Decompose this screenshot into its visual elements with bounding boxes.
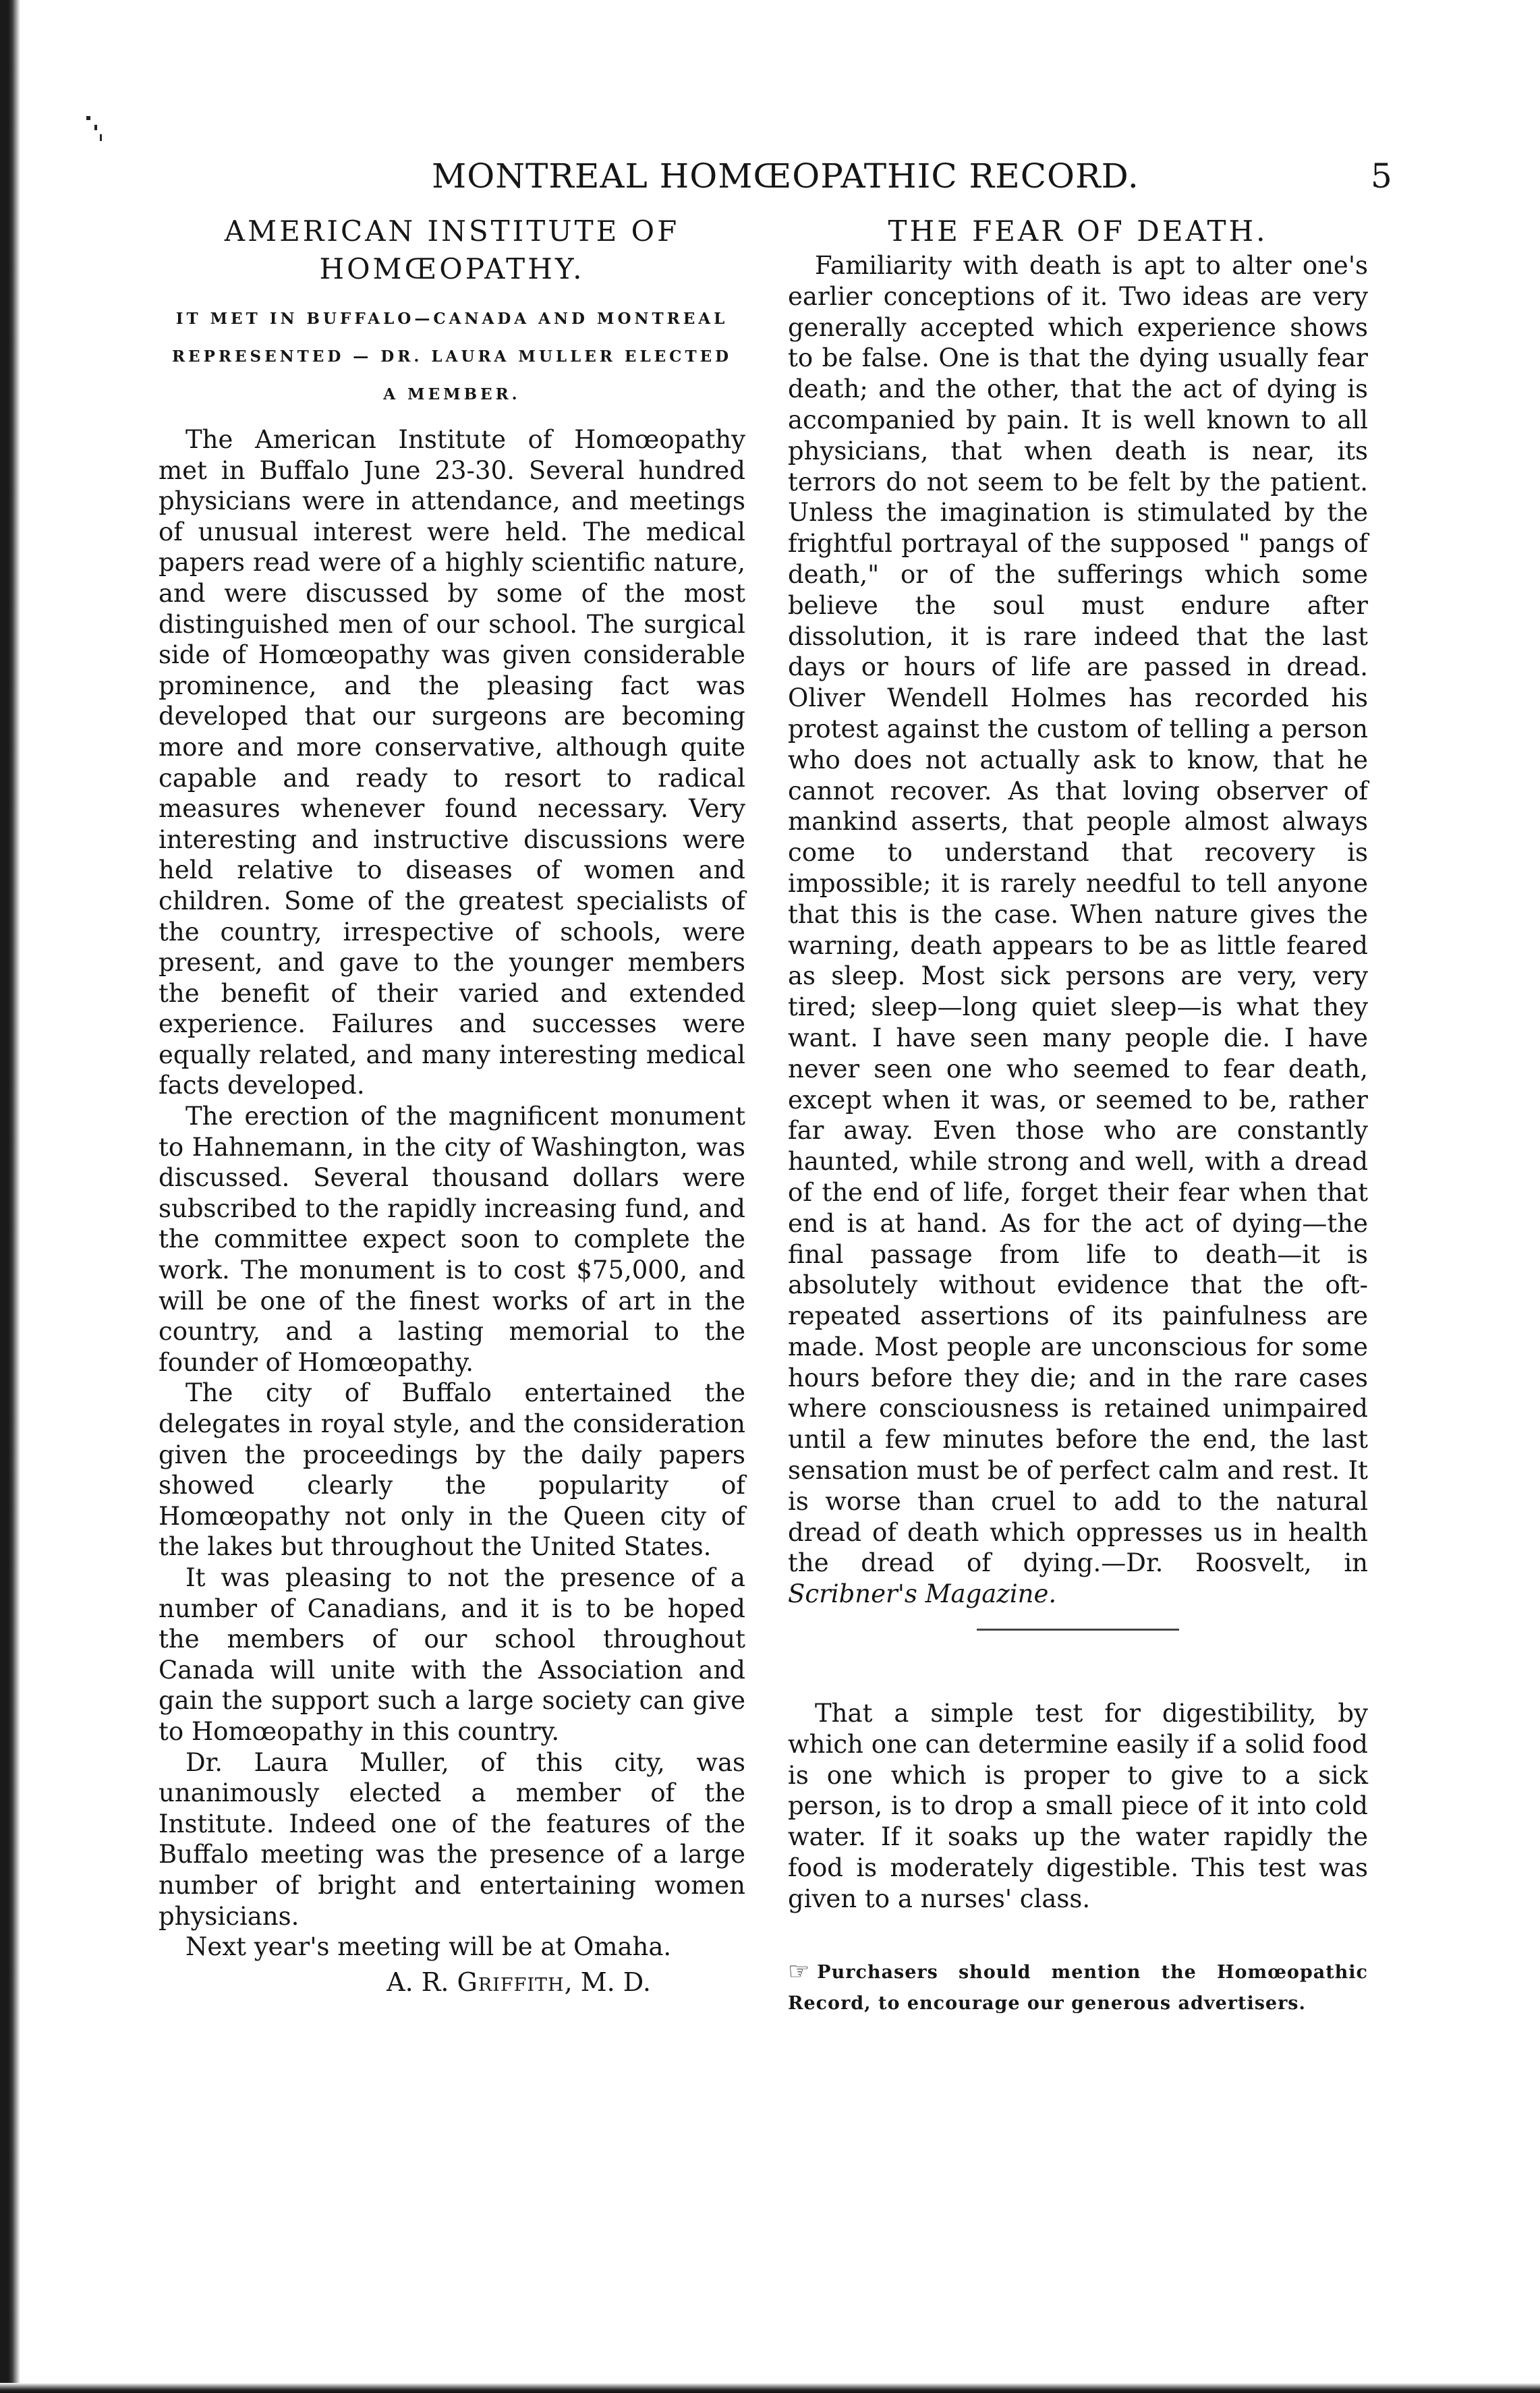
pointing-hand-icon: ☞	[788, 1957, 811, 1986]
page-edge-shadow	[0, 0, 20, 2393]
signature-degree: , M. D.	[564, 1967, 651, 1997]
section-rule	[977, 1629, 1179, 1631]
source-citation: Scribner's Magazine.	[788, 1579, 1057, 1609]
signature-surname: Griffith	[457, 1967, 565, 1997]
article-paragraph: It was pleasing to not the presence of a number of Canadians, and it is to be hoped the members of our school throughout Canada will unite with the Association and gain the support such a large society can give to Homœopathy in this country.	[159, 1563, 745, 1746]
article-title: THE FEAR OF DEATH.	[888, 215, 1268, 248]
article-paragraph: The American Institute of Homœopathy met in Buffalo June 23-30. Several hundred physicians were in attendance, and meetings of unusual interest were held. The medical papers read were of a highly scientific nature, and were discussed by some of the most distinguished men of our school. The surgical side of Homœopathy was given considerable prominence, and the pleasing fact was developed that our surgeons are becoming more and more conservative, although quite capable and ready to resort to radical measures whenever found necessary. Very interesting and instructive discussions were held relative to diseases of women and children. Some of the greatest specialists of the country, irrespective of schools, were present, and gave to the younger members the benefit of their varied and extended experience. Failures and successes were equally related, and many interesting medical facts developed.	[159, 425, 745, 1100]
article-paragraph	[788, 250, 1368, 1610]
article-title: AMERICAN INSTITUTE OF HOMŒOPATHY.	[224, 215, 680, 285]
page-bottom-edge	[0, 2383, 1540, 2393]
journal-title: MONTREAL HOMŒOPATHIC RECORD.	[432, 157, 1139, 196]
digestibility-note: That a simple test for digestibility, by which one can determine easily if a solid food is one which is proper to give to a sick person, is to drop a small piece of it into cold water. If it soaks up the water rapidly the food is moderately digestible. This test was given to a nurses' class.	[788, 1699, 1368, 1913]
advertiser-notice-text: Purchasers should mention the Homœopathic Record, to encourage our generous advertisers.	[788, 1961, 1368, 2014]
print-speck	[94, 125, 97, 130]
print-speck	[100, 134, 102, 141]
author-signature	[159, 1965, 745, 1999]
running-head	[0, 157, 1540, 204]
article-paragraph: Dr. Laura Muller, of this city, was unanimously elected a member of the Institute. Indeed one of the features of the Buffalo meeting was the presence of a large number of bright and entertaining women physicians.	[159, 1747, 745, 1931]
note-block	[788, 1698, 1368, 1915]
article-paragraph: Next year's meeting will be at Omaha.	[186, 1932, 672, 1962]
page-number: 5	[1371, 157, 1392, 196]
right-column	[788, 213, 1368, 2019]
left-column	[159, 213, 745, 1999]
article-body: Familiarity with death is apt to alter one's earlier conceptions of it. Two ideas are very generally accepted which experience shows to be false. One is that the dying usually fear death; and the other, that the act of dying is accompanied by pain. It is well known to all physicians, that when death is near, its terrors do not seem to be felt by the patient. Unless the imagination is stimulated by the frightful portrayal of the supposed " pangs of death," or of the sufferings which some believe the soul must endure after dissolution, it is rare indeed that the last days or hours of life are passed in dread. Oliver Wendell Holmes has recorded his protest against the custom of telling a person who does not actually ask to know, that he cannot recover. As that loving observer of mankind asserts, that people almost always come to understand that recovery is impossible; it is rarely needful to tell anyone that this is the case. When nature gives the warning, death appears to be as little feared as sleep. Most sick persons are very, very tired; sleep—long quiet sleep—is what they want. I have seen many people die. I have never seen one who seemed to fear death, except when it was, or seemed to be, rather far away. Even those who are constantly haunted, while strong and well, with a dread of the end of life, forget their fear when that end is at hand. As for the act of dying—the final passage from life to death—it is absolutely without evidence that the oft-repeated assertions of its painfulness are made. Most people are unconscious for some hours before they die; and in the rare cases where consciousness is retained unimpaired until a few minutes before the end, the last sensation must be of perfect calm and rest. It is worse than cruel to add to the natural dread of death which oppresses us in health the dread of dying.—Dr. Roosvelt, in	[788, 251, 1368, 1578]
advertiser-notice	[788, 1956, 1368, 2019]
print-speck	[86, 116, 90, 120]
article-paragraph: The erection of the magnificent monument to Hahnemann, in the city of Washington, was discussed. Several thousand dollars were subscribed to the rapidly increasing fund, and the committee expect soon to complete the work. The monument is to cost $75,000, and will be one of the finest works of art in the country, and a lasting memorial to the founder of Homœopathy.	[159, 1102, 745, 1377]
signature-initials: A. R.	[387, 1967, 457, 1997]
article-paragraph: The city of Buffalo entertained the delegates in royal style, and the consideration given the proceedings by the daily papers showed clearly the popularity of Homœopathy not only in the Queen city of the lakes but throughout the United States.	[159, 1378, 745, 1562]
article-subtitle: IT MET IN BUFFALO—CANADA AND MONTREAL REPRESENTED — DR. LAURA MULLER ELECTED A MEMBER.	[171, 310, 733, 403]
